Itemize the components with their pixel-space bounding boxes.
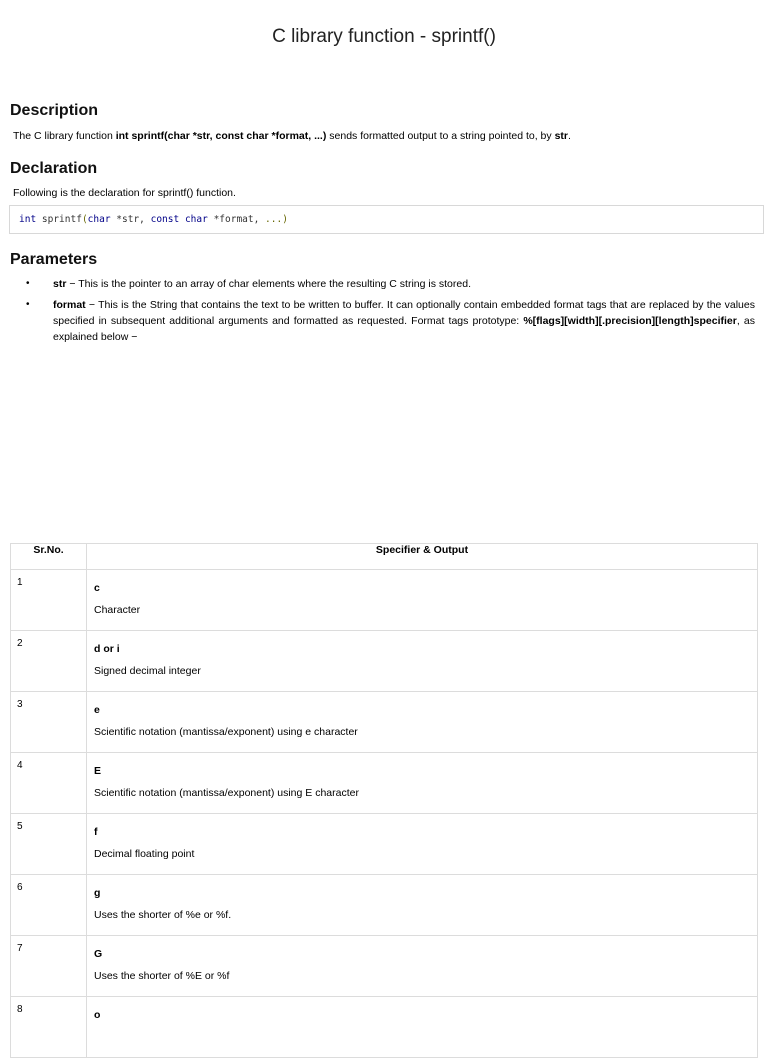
parameter-item-str <box>53 276 755 292</box>
row-number: 6 <box>11 875 87 936</box>
table-row <box>11 814 758 875</box>
description-text-end: . <box>568 130 571 142</box>
specifier-cell <box>87 875 758 936</box>
row-number: 8 <box>11 997 87 1058</box>
row-number: 5 <box>11 814 87 875</box>
specifier-name: c <box>94 582 100 594</box>
specifier-cell <box>87 997 758 1058</box>
specifier-name: f <box>94 826 98 838</box>
specifier-name: e <box>94 704 100 716</box>
specifier-name: E <box>94 765 102 777</box>
table-row <box>11 875 758 936</box>
parameter-name: format <box>53 299 86 311</box>
description-text-start: The C library function <box>13 130 116 142</box>
description-text-middle: sends formatted output to a string pointed to, by <box>326 130 555 142</box>
specifier-name: o <box>94 1009 101 1021</box>
bullet-icon: • <box>26 278 30 289</box>
parameter-desc: − This is the pointer to an array of char elements where the resulting C string is stored. <box>66 278 471 290</box>
description-signature: int sprintf(char *str, const char *format, ...) <box>115 130 327 142</box>
parameters-heading: Parameters <box>10 251 98 268</box>
parameter-desc-tail: , as explained below − <box>53 315 755 343</box>
specifier-desc: Signed decimal integer <box>94 665 201 677</box>
table-row <box>11 753 758 814</box>
page-title: C library function - sprintf() <box>272 26 496 47</box>
specifier-cell <box>87 631 758 692</box>
specifier-cell <box>87 570 758 631</box>
declaration-text: Following is the declaration for sprintf() function. <box>13 187 236 199</box>
specifier-name: d or i <box>94 643 120 655</box>
declaration-code-block <box>9 205 764 234</box>
code-token: ...) <box>265 214 288 225</box>
specifier-desc: Scientific notation (mantissa/exponent) using e character <box>94 726 358 738</box>
code-token: char <box>87 214 111 225</box>
specifier-cell <box>87 936 758 997</box>
column-header-specifier: Specifier & Output <box>87 544 758 570</box>
code-token: *format, <box>207 214 266 225</box>
table-header-row <box>11 544 758 570</box>
specifier-cell <box>87 753 758 814</box>
specifier-desc: Character <box>94 604 141 616</box>
row-number: 7 <box>11 936 87 997</box>
specifier-name: G <box>94 948 103 960</box>
declaration-heading: Declaration <box>10 160 98 177</box>
table-row <box>11 692 758 753</box>
code-token: sprintf <box>36 214 82 225</box>
parameter-item-format <box>53 297 755 345</box>
table-row <box>11 631 758 692</box>
column-header-srno: Sr.No. <box>11 544 87 570</box>
code-token: ( <box>81 214 88 225</box>
table-row <box>11 570 758 631</box>
code-token: char <box>184 214 208 225</box>
parameter-name: str <box>53 278 67 290</box>
specifier-desc: Scientific notation (mantissa/exponent) using E character <box>94 787 359 799</box>
row-number: 2 <box>11 631 87 692</box>
code-token: *str, <box>110 214 151 225</box>
specifier-desc: Decimal floating point <box>94 848 195 860</box>
bullet-icon: • <box>26 299 30 310</box>
description-text <box>13 130 571 142</box>
description-heading: Description <box>10 102 99 119</box>
description-str: str <box>554 130 569 142</box>
row-number: 3 <box>11 692 87 753</box>
table-row <box>11 936 758 997</box>
format-prototype: %[flags][width][.precision][length]specifier <box>523 315 737 327</box>
parameter-desc: − This is the String that contains the text to be written to buffer. It can optionally contain embedded format tags that are replaced by the values specified in subsequent additional arguments and formatted as requested. Format tags prototype: <box>53 299 755 327</box>
specifier-desc: Uses the shorter of %E or %f <box>94 970 230 982</box>
code-token: int <box>19 214 37 225</box>
specifier-name: g <box>94 887 101 899</box>
row-number: 1 <box>11 570 87 631</box>
row-number: 4 <box>11 753 87 814</box>
specifier-table <box>10 543 758 1058</box>
code-token: const <box>150 214 180 225</box>
table-row <box>11 997 758 1058</box>
specifier-cell <box>87 692 758 753</box>
specifier-desc: Uses the shorter of %e or %f. <box>94 909 232 921</box>
specifier-cell <box>87 814 758 875</box>
